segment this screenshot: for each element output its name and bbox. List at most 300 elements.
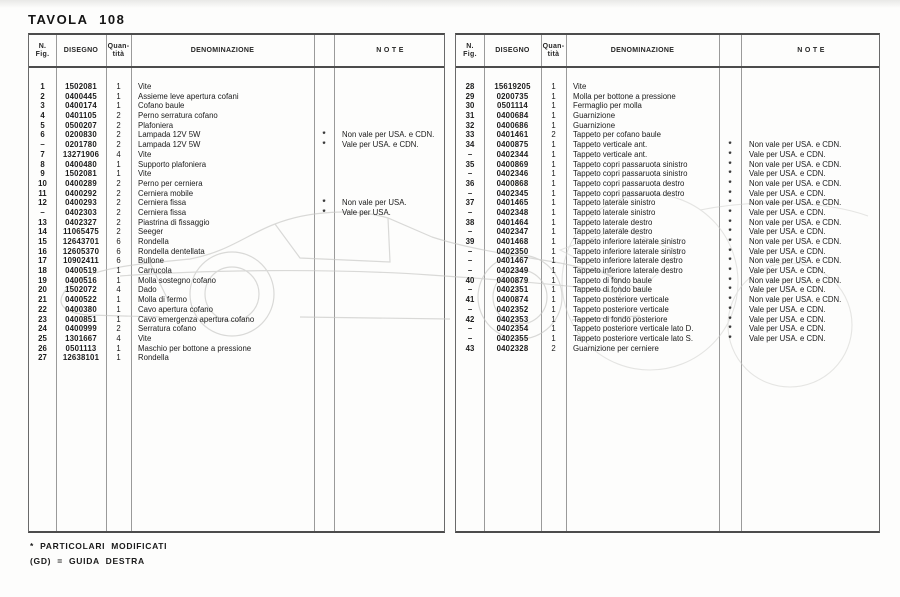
quantity-cell: 1 (116, 343, 121, 353)
table-row (456, 295, 879, 305)
denominazione-cell: Assieme leve apertura cofani (138, 91, 239, 101)
fig-cell: 12 (38, 198, 47, 208)
note-cell (334, 295, 446, 305)
col-header-qty: Quan- tità (542, 42, 565, 58)
table-row (456, 111, 879, 121)
disegno-cell: 0400522 (65, 295, 97, 305)
note-cell: Vale per USA. e CDN. (749, 169, 826, 179)
quantity-cell: 2 (116, 188, 121, 198)
denominazione-cell: Fermaglio per molla (573, 101, 642, 111)
fig-cell: – (467, 149, 473, 159)
disegno-cell: 0402351 (496, 285, 529, 295)
denominazione-cell: Guarnizione per cerniere (573, 343, 659, 353)
col-header-denominazione: DENOMINAZIONE (610, 46, 675, 54)
fig-cell: 10 (38, 178, 47, 188)
table-row (29, 121, 444, 131)
disegno-cell: 0400868 (496, 178, 529, 188)
disegno-cell: 0400875 (496, 140, 529, 150)
fig-cell: 7 (40, 149, 45, 159)
fig-cell: 28 (465, 82, 475, 91)
fig-cell: – (467, 304, 473, 314)
modified-star: * (728, 266, 732, 276)
note-cell (334, 160, 446, 170)
denominazione-cell: Vite (138, 149, 152, 159)
table-row (456, 237, 879, 247)
note-cell (334, 247, 446, 257)
modified-star: * (728, 198, 732, 208)
modified-star (314, 266, 334, 276)
parts-table-left (28, 33, 445, 533)
note-cell: Non vale per USA. e CDN. (749, 159, 842, 169)
disegno-cell: 0501113 (65, 343, 97, 353)
note-cell: Non vale per USA. e CDN. (749, 217, 842, 227)
table-row (29, 276, 444, 286)
note-cell (334, 266, 446, 276)
note-cell (334, 344, 446, 354)
disegno-cell: 0402347 (496, 227, 529, 237)
modified-star: * (728, 314, 732, 324)
note-cell: Non vale per USA. e CDN. (749, 275, 842, 285)
note-cell (334, 150, 446, 160)
note-cell: Vale per USA. e CDN. (749, 246, 826, 256)
quantity-cell: 4 (116, 149, 121, 159)
disegno-cell: 12643701 (62, 237, 100, 246)
denominazione-cell: Molla sostegno cofano (138, 275, 217, 285)
modified-star: * (322, 130, 326, 140)
note-cell: Vale per USA. (342, 207, 391, 217)
table-row (456, 169, 879, 179)
quantity-cell: 4 (116, 333, 121, 343)
denominazione-cell: Tappeto inferiore laterale destro (573, 256, 683, 266)
disegno-cell: 1502081 (65, 82, 97, 91)
table-row (29, 208, 444, 218)
note-cell: Vale per USA. e CDN. (749, 207, 826, 217)
fig-cell: 13 (38, 217, 47, 227)
note-cell (334, 305, 446, 315)
quantity-cell: 1 (551, 82, 556, 91)
quantity-cell: 2 (551, 130, 556, 140)
denominazione-cell: Tappeto copri passaruota sinistro (573, 169, 688, 179)
table-row (29, 247, 444, 257)
fig-cell: 15 (38, 237, 47, 246)
note-cell: Non vale per USA. e CDN. (749, 256, 842, 266)
denominazione-cell: Tappeto laterale sinistro (573, 198, 656, 208)
col-header-disegno: DISEGNO (63, 46, 99, 54)
table-row (29, 189, 444, 199)
note-cell: Non vale per USA. (342, 198, 407, 208)
denominazione-cell: Tappeto posteriore verticale lato D. (573, 324, 694, 334)
quantity-cell: 1 (551, 324, 556, 334)
denominazione-cell: Tappeto verticale ant. (573, 149, 648, 159)
modified-star: * (322, 207, 326, 217)
note-cell (334, 237, 446, 247)
disegno-cell: 0401467 (496, 256, 529, 266)
table-row (29, 237, 444, 247)
table-row (29, 305, 444, 315)
quantity-cell: 1 (551, 304, 556, 314)
fig-cell: 16 (38, 246, 47, 256)
denominazione-cell: Maschio per bottone a pressione (138, 343, 252, 353)
quantity-cell: 2 (116, 227, 121, 237)
quantity-cell: 1 (116, 314, 121, 324)
denominazione-cell: Tappeto di fondo baule (573, 285, 652, 295)
table-row (29, 315, 444, 325)
quantity-cell: 1 (551, 149, 556, 159)
fig-cell: 5 (40, 120, 45, 130)
note-cell: Vale per USA. e CDN. (749, 314, 826, 324)
fig-cell: 18 (38, 266, 47, 276)
disegno-cell: 13271906 (62, 149, 100, 159)
denominazione-cell: Dado (138, 285, 157, 295)
disegno-cell: 0400380 (65, 304, 97, 314)
note-cell (334, 334, 446, 344)
fig-cell: 2 (40, 91, 45, 101)
modified-star (314, 121, 334, 131)
note-cell (334, 82, 446, 92)
denominazione-cell: Tappeto di fondo posteriore (573, 314, 668, 324)
modified-star (314, 150, 334, 160)
denominazione-cell: Molla per bottone a pressione (573, 91, 676, 101)
table-row (29, 266, 444, 276)
denominazione-cell: Tappeto per cofano baule (573, 130, 662, 140)
modified-star (314, 237, 334, 247)
table-row (456, 82, 879, 92)
modified-star (719, 130, 741, 140)
denominazione-cell: Supporto plafoniera (138, 159, 207, 169)
table-row (29, 256, 444, 266)
table-row (29, 150, 444, 160)
note-cell (334, 189, 446, 199)
quantity-cell: 6 (116, 246, 121, 256)
disegno-cell: 0402346 (496, 169, 529, 179)
quantity-cell: 2 (116, 217, 121, 227)
fig-cell: – (467, 266, 473, 276)
fig-cell: – (467, 188, 473, 198)
disegno-cell: 0400174 (65, 101, 97, 111)
fig-cell: 22 (38, 304, 47, 314)
table-row (456, 227, 879, 237)
fig-cell: 43 (465, 343, 475, 353)
fig-cell: 32 (465, 120, 475, 130)
modified-star: * (728, 295, 732, 305)
table-row (456, 130, 879, 140)
denominazione-cell: Plafoniera (138, 120, 174, 130)
table-row (29, 82, 444, 92)
modified-star (314, 189, 334, 199)
modified-star (719, 111, 741, 121)
note-cell (741, 130, 881, 140)
fig-cell: 27 (38, 353, 47, 363)
fig-cell: – (40, 207, 45, 217)
disegno-cell: 0400879 (496, 275, 529, 285)
quantity-cell: 1 (551, 169, 556, 179)
disegno-cell: 12638101 (62, 353, 100, 363)
modified-star: * (728, 178, 732, 188)
denominazione-cell: Rondella (138, 237, 169, 246)
modified-star (314, 92, 334, 102)
disegno-cell: 0400686 (496, 120, 529, 130)
denominazione-cell: Tappeto copri passaruota destro (573, 178, 685, 188)
disegno-cell: 15619205 (494, 82, 531, 91)
disegno-cell: 0402327 (65, 217, 97, 227)
modified-star: * (728, 227, 732, 237)
disegno-cell: 0400684 (496, 111, 529, 121)
table-body (456, 68, 879, 353)
modified-star (314, 276, 334, 286)
quantity-cell: 1 (116, 295, 121, 305)
quantity-cell: 1 (116, 169, 121, 179)
disegno-cell: 0402355 (496, 333, 529, 343)
modified-star: * (728, 140, 732, 150)
fig-cell: 34 (465, 140, 475, 150)
fig-cell: 42 (465, 314, 475, 324)
disegno-cell: 0402354 (496, 324, 529, 334)
note-cell: Vale per USA. e CDN. (749, 324, 826, 334)
parts-table-right (455, 33, 880, 533)
modified-star: * (728, 275, 732, 285)
fig-cell: – (467, 207, 473, 217)
table-row (456, 266, 879, 276)
denominazione-cell: Tappeto laterale destro (573, 227, 653, 237)
note-cell (334, 324, 446, 334)
note-cell (334, 315, 446, 325)
modified-star: * (728, 207, 732, 217)
disegno-cell: 0200830 (65, 130, 97, 140)
modified-star (314, 285, 334, 295)
note-cell: Non vale per USA. e CDN. (749, 198, 842, 208)
disegno-cell: 0400292 (65, 188, 97, 198)
disegno-cell: 0402350 (496, 246, 529, 256)
note-cell (334, 227, 446, 237)
modified-star: * (728, 149, 732, 159)
denominazione-cell: Tappeto copri passaruota destro (573, 188, 685, 198)
denominazione-cell: Tappeto di fondo baule (573, 275, 652, 285)
table-row (456, 334, 879, 344)
quantity-cell: 1 (116, 353, 121, 363)
fig-cell: – (467, 285, 473, 295)
disegno-cell: 0402344 (496, 149, 529, 159)
quantity-cell: 1 (116, 266, 121, 276)
table-row (456, 208, 879, 218)
disegno-cell: 1301667 (65, 333, 97, 343)
modified-star (314, 334, 334, 344)
note-cell (741, 82, 881, 92)
note-cell (334, 169, 446, 179)
quantity-cell: 1 (551, 101, 556, 111)
quantity-cell: 1 (551, 198, 556, 208)
quantity-cell: 1 (551, 333, 556, 343)
modified-star (719, 121, 741, 131)
fig-cell: 39 (465, 237, 475, 246)
quantity-cell: 1 (551, 295, 556, 305)
note-cell (334, 218, 446, 228)
fig-cell: 29 (465, 91, 475, 101)
denominazione-cell: Tappeto copri passaruota sinistro (573, 159, 688, 169)
table-row (29, 334, 444, 344)
note-cell: Non vale per USA. e CDN. (342, 130, 435, 140)
col-header-denominazione: DENOMINAZIONE (190, 46, 255, 54)
note-cell: Vale per USA. e CDN. (749, 333, 826, 343)
modified-star (314, 344, 334, 354)
modified-star (314, 82, 334, 92)
note-cell (741, 92, 881, 102)
denominazione-cell: Cofano baule (138, 101, 185, 111)
denominazione-cell: Cerniera fissa (138, 207, 187, 217)
table-row (29, 198, 444, 208)
quantity-cell: 1 (551, 246, 556, 256)
note-cell (741, 344, 881, 354)
quantity-cell: 1 (551, 207, 556, 217)
disegno-cell: 0400999 (65, 324, 97, 334)
fig-cell: 38 (465, 217, 475, 227)
modified-star (719, 344, 741, 354)
denominazione-cell: Tappeto inferiore laterale sinistro (573, 237, 686, 246)
table-row (29, 218, 444, 228)
modified-star: * (728, 324, 732, 334)
table-row (456, 247, 879, 257)
modified-star: * (728, 188, 732, 198)
quantity-cell: 1 (551, 237, 556, 246)
quantity-cell: 2 (116, 178, 121, 188)
modified-star (314, 315, 334, 325)
fig-cell: 40 (465, 275, 475, 285)
note-cell: Vale per USA. e CDN. (749, 149, 826, 159)
modified-star: * (728, 159, 732, 169)
denominazione-cell: Vite (138, 169, 152, 179)
fig-cell: – (40, 140, 45, 150)
disegno-cell: 12605370 (62, 246, 100, 256)
quantity-cell: 1 (116, 275, 121, 285)
disegno-cell: 0401461 (496, 130, 529, 140)
quantity-cell: 1 (116, 304, 121, 314)
table-row (456, 101, 879, 111)
table-row (29, 169, 444, 179)
denominazione-cell: Tappeto verticale ant. (573, 140, 648, 150)
table-row (456, 324, 879, 334)
denominazione-cell: Cerniera mobile (138, 188, 194, 198)
quantity-cell: 1 (551, 314, 556, 324)
denominazione-cell: Perno serratura cofano (138, 111, 218, 121)
fig-cell: 9 (40, 169, 45, 179)
modified-star (719, 82, 741, 92)
quantity-cell: 2 (116, 120, 121, 130)
table-row (29, 285, 444, 295)
disegno-cell: 0401468 (496, 237, 529, 246)
disegno-cell: 0401465 (496, 198, 529, 208)
note-cell: Vale per USA. e CDN. (342, 140, 419, 150)
disegno-cell: 0400445 (65, 91, 97, 101)
quantity-cell: 2 (116, 324, 121, 334)
note-cell (741, 101, 881, 111)
fig-cell: 3 (40, 101, 45, 111)
denominazione-cell: Serratura cofano (138, 324, 197, 334)
table-row (456, 276, 879, 286)
disegno-cell: 0400874 (496, 295, 529, 305)
quantity-cell: 1 (551, 227, 556, 237)
table-row (456, 198, 879, 208)
table-row (29, 101, 444, 111)
quantity-cell: 1 (551, 217, 556, 227)
quantity-cell: 1 (116, 82, 121, 91)
modified-star (314, 247, 334, 257)
disegno-cell: 0200735 (496, 91, 529, 101)
table-body (29, 68, 444, 363)
note-cell (741, 111, 881, 121)
table-row (456, 140, 879, 150)
modified-star: * (728, 169, 732, 179)
fig-cell: 36 (465, 178, 475, 188)
disegno-cell: 0402348 (496, 207, 529, 217)
disegno-cell: 0400480 (65, 159, 97, 169)
denominazione-cell: Rondella dentellata (138, 246, 205, 256)
quantity-cell: 1 (551, 188, 556, 198)
modified-star: * (728, 246, 732, 256)
disegno-cell: 0201780 (65, 140, 97, 150)
denominazione-cell: Cavo emergenza apertura cofano (138, 314, 255, 324)
quantity-cell: 1 (551, 91, 556, 101)
denominazione-cell: Tappeto laterale sinistro (573, 207, 656, 217)
col-header-disegno: DISEGNO (495, 46, 530, 54)
quantity-cell: 1 (551, 266, 556, 276)
quantity-cell: 2 (116, 207, 121, 217)
modified-star: * (728, 256, 732, 266)
fig-cell: 33 (465, 130, 475, 140)
fig-cell: 6 (40, 130, 45, 140)
col-header-note: N O T E (376, 46, 404, 54)
note-cell (334, 121, 446, 131)
modified-star: * (728, 237, 732, 246)
table-row (29, 179, 444, 189)
note-cell (334, 285, 446, 295)
quantity-cell: 4 (116, 285, 121, 295)
note-cell: Non vale per USA. e CDN. (749, 178, 842, 188)
col-header-note: N O T E (797, 46, 825, 54)
fig-cell: 37 (465, 198, 475, 208)
table-row (456, 285, 879, 295)
modified-star (314, 218, 334, 228)
col-header-fig: N. Fig. (463, 42, 477, 58)
quantity-cell: 1 (551, 256, 556, 266)
note-cell (334, 353, 446, 363)
note-cell: Vale per USA. e CDN. (749, 188, 826, 198)
quantity-cell: 2 (116, 140, 121, 150)
table-row (29, 92, 444, 102)
modified-star (314, 324, 334, 334)
disegno-cell: 0501114 (497, 101, 528, 111)
note-cell: Vale per USA. e CDN. (749, 227, 826, 237)
table-header (456, 35, 879, 68)
table-row (29, 295, 444, 305)
denominazione-cell: Tappeto posteriore verticale lato S. (573, 333, 694, 343)
quantity-cell: 2 (551, 343, 556, 353)
note-cell: Non vale per USA. e CDN. (749, 140, 842, 150)
note-cell (334, 276, 446, 286)
table-row (29, 130, 444, 140)
quantity-cell: 1 (551, 111, 556, 121)
fig-cell: 17 (38, 256, 47, 266)
denominazione-cell: Guarnizione (573, 111, 616, 121)
quantity-cell: 1 (116, 159, 121, 169)
fig-cell: 4 (40, 111, 45, 121)
quantity-cell: 2 (116, 111, 121, 121)
footnote-right-hand-drive: (GD) = GUIDA DESTRA (30, 556, 145, 566)
denominazione-cell: Tappeto posteriore verticale (573, 295, 669, 305)
disegno-cell: 10902411 (63, 256, 99, 266)
denominazione-cell: Seeger (138, 227, 164, 237)
modified-star (314, 295, 334, 305)
quantity-cell: 2 (116, 198, 121, 208)
disegno-cell: 0400516 (65, 275, 97, 285)
